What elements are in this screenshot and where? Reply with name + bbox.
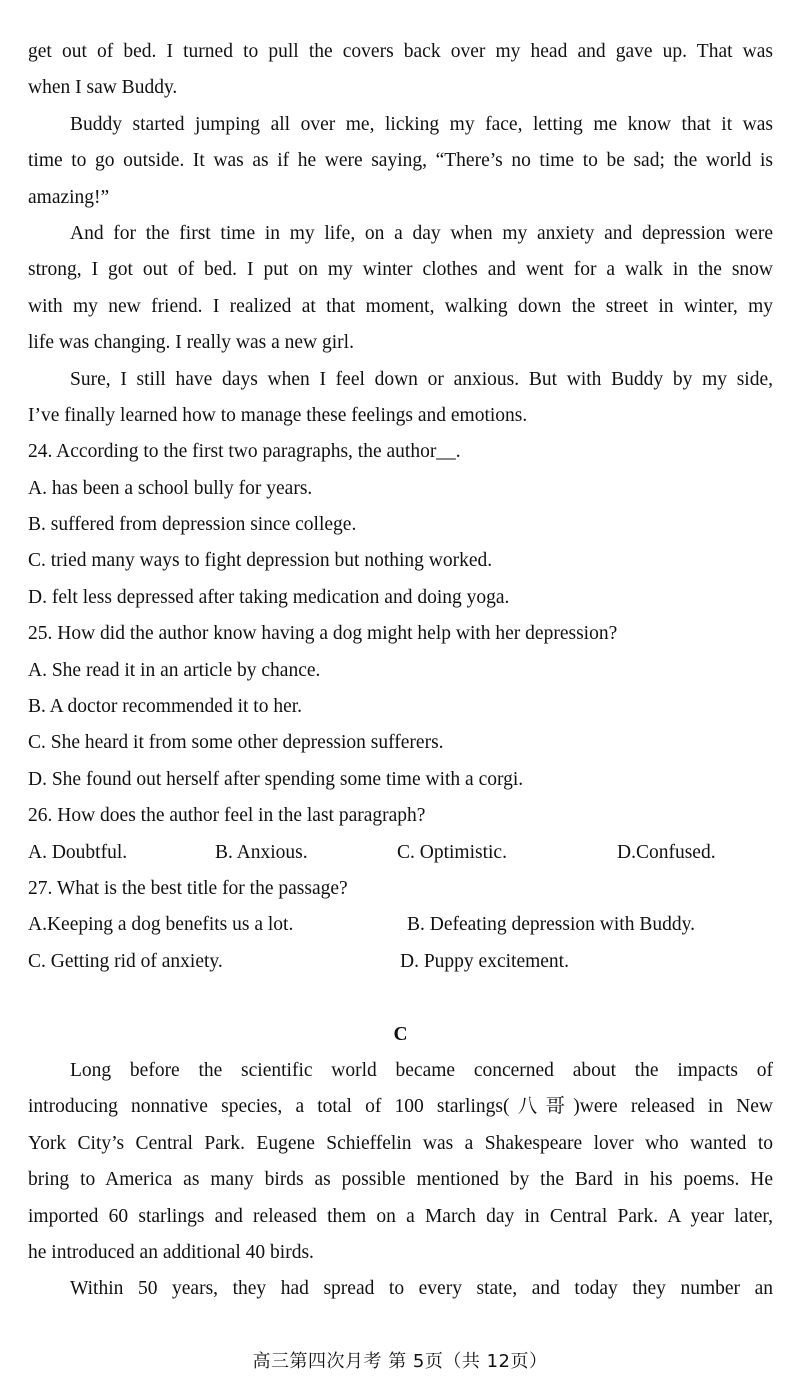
question-1 (28, 616, 773, 798)
passage-b-paragraph (28, 362, 773, 435)
answer-option: D. She found out herself after spending some time with a corgi. (28, 768, 524, 790)
text-line: strong, I got out of bed. I put on my winter clothes and went for a walk in the snow (28, 259, 773, 281)
section-heading: C (393, 1023, 408, 1045)
text-line: I’ve finally learned how to manage these feelings and emotions. (28, 404, 528, 426)
exam-page-content (28, 34, 773, 1308)
passage-b-paragraph (28, 34, 773, 107)
question-stem: 26. How does the author feel in the last paragraph? (28, 805, 426, 827)
answer-option: B. suffered from depression since college. (28, 514, 357, 536)
answer-option: A.Keeping a dog benefits us a lot. (28, 914, 294, 936)
answer-option: B. Defeating depression with Buddy. (407, 914, 695, 936)
text-line: Sure, I still have days when I feel down or anxious. But with Buddy by my side, (70, 368, 773, 390)
answer-option: C. Getting rid of anxiety. (28, 950, 223, 972)
text-line: introducing nonnative species, a total of 100 starlings(八哥)were released in New (28, 1096, 773, 1118)
text-line: time to go outside. It was as if he were saying, “There’s no time to be sad; the world is (28, 150, 773, 172)
text-line: And for the first time in my life, on a day when my anxiety and depression were (70, 222, 773, 244)
text-line: with my new friend. I realized at that moment, walking down the street in winter, my (28, 295, 773, 317)
answer-option: D. felt less depressed after taking medication and doing yoga. (28, 586, 510, 608)
text-line: bring to America as many birds as possible mentioned by the Bard in his poems. He (28, 1169, 773, 1191)
text-line: Buddy started jumping all over me, licking my face, letting me know that it was (70, 113, 773, 135)
answer-options-row (28, 944, 773, 980)
answer-option: D. Puppy excitement. (400, 950, 569, 972)
text-line: Long before the scientific world became concerned about the impacts of (70, 1059, 773, 1081)
question-stem: 25. How did the author know having a dog might help with her depression? (28, 623, 618, 645)
text-line: he introduced an additional 40 birds. (28, 1241, 314, 1263)
question-0 (28, 434, 773, 616)
answer-option: D.Confused. (617, 841, 716, 863)
text-line: get out of bed. I turned to pull the covers back over my head and gave up. That was (28, 41, 773, 62)
text-line: York City’s Central Park. Eugene Schieffelin was a Shakespeare lover who wanted to (28, 1132, 773, 1154)
answer-option: B. Anxious. (215, 841, 308, 863)
passage-c-paragraph (28, 1271, 773, 1307)
answer-option: B. A doctor recommended it to her. (28, 696, 303, 718)
answer-option: C. She heard it from some other depression sufferers. (28, 732, 444, 754)
answer-options-row (28, 907, 773, 943)
passage-c-paragraph (28, 1053, 773, 1271)
question-stem: 27. What is the best title for the passage? (28, 877, 348, 899)
text-line: when I saw Buddy. (28, 77, 178, 99)
passage-b-paragraph (28, 216, 773, 362)
answer-option: A. Doubtful. (28, 841, 128, 863)
question-stem: 24. According to the first two paragraphs, the author__. (28, 441, 461, 463)
text-line: amazing!” (28, 186, 110, 208)
answer-option: C. Optimistic. (397, 841, 507, 863)
page-footer: 高三第四次月考 第 5页（共 12页） (252, 1351, 548, 1372)
answer-option: A. She read it in an article by chance. (28, 659, 321, 681)
passage-b-paragraph (28, 107, 773, 216)
answer-option: C. tried many ways to fight depression but nothing worked. (28, 550, 493, 572)
answer-option: A. has been a school bully for years. (28, 477, 313, 499)
question-2 (28, 798, 773, 871)
text-line: life was changing. I really was a new girl. (28, 332, 354, 354)
question-3 (28, 871, 773, 980)
text-line: Within 50 years, they had spread to every state, and today they number an (70, 1278, 773, 1300)
section-spacer (28, 980, 773, 1016)
answer-options-row (28, 835, 773, 871)
text-line: imported 60 starlings and released them on a March day in Central Park. A year later, (28, 1205, 773, 1227)
